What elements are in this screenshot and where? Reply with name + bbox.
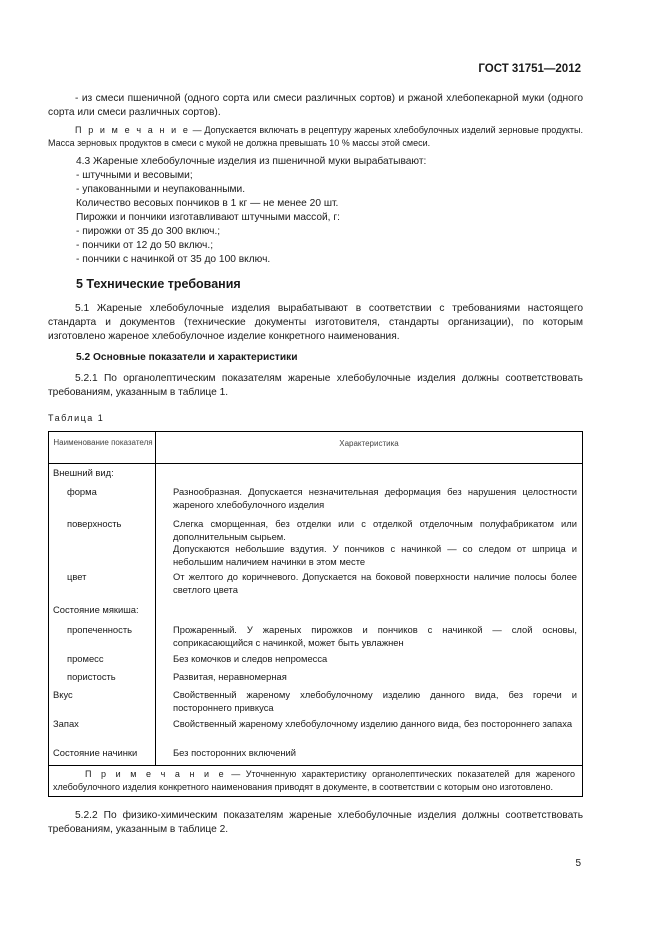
table-row-name: Вкус (53, 689, 73, 700)
table-row-name: Состояние начинки (53, 747, 138, 758)
column-divider (155, 432, 156, 765)
subsection-5-2-heading: 5.2 Основные показатели и характеристики (76, 352, 298, 363)
table-row-name: пористость (67, 671, 116, 682)
table-row-value: Без посторонних включений (173, 747, 296, 758)
paragraph-5-2-1: 5.2.1 По органолептическим показателям жареные хлебобулочные изделия должны соответствовать требованиям, указанным в таблице 1. (48, 373, 583, 398)
section-4-3-line: - пончики от 12 до 50 включ.; (76, 240, 214, 251)
section-4-3-line: - упакованными и неупакованными. (76, 184, 246, 195)
table-row-value: Свойственный жареному хлебобулочному изделию данного вида, без постороннего запаха (173, 718, 573, 729)
table-row-value: Свойственный жареному хлебобулочному изделию данного вида, без горечи и постороннего привкуса (173, 689, 577, 713)
table-row-name: Запах (53, 718, 79, 729)
table-caption: Таблица 1 (48, 413, 105, 423)
table-row-value: Слегка сморщенная, без отделки или с отделкой отделочным полуфабрикатом или дополнительным сырьем. (173, 518, 577, 542)
note-divider (49, 765, 582, 766)
table-row-value: От желтого до коричневого. Допускается на боковой поверхности наличие полосы более светлого цвета (173, 571, 577, 595)
section-5-heading: 5 Технические требования (76, 277, 241, 291)
paragraph-5-1: 5.1 Жареные хлебобулочные изделия вырабатывают в соответствии с требованиями настоящего стандарта и документов (технические документы изготовителя, стандарты организации), по которым изготовлено жареное хлебобулочное изделие конкретного наименования. (48, 303, 583, 342)
table-note-label: П р и м е ч а н и е (85, 769, 226, 779)
table-row-name: промесс (67, 653, 104, 664)
note-label: П р и м е ч а н и е (75, 125, 190, 135)
section-4-3-line: Количество весовых пончиков в 1 кг — не менее 20 шт. (76, 198, 339, 209)
header-divider (49, 463, 582, 464)
column-header-characteristic: Характеристика (339, 439, 399, 448)
table-row-value-continued: Допускаются небольшие вздутия. У пончиков с начинкой — со следом от шприца и небольшим наличием начинки в этом месте (173, 543, 577, 567)
table-note-text: — Уточненную характеристику органолептических показателей для жареного хлебобулочного изделия конкретного наименования приводят в документе, в соответствии с которым оно изготовлено. (53, 769, 575, 792)
table-note (53, 768, 575, 793)
section-4-3-line: - штучными и весовыми; (76, 170, 193, 181)
intro-paragraph: - из смеси пшеничной (одного сорта или смеси различных сортов) и ржаной хлебопекарной муки (одного сорта или смеси различных сортов). (48, 93, 583, 118)
standard-header: ГОСТ 31751—2012 (478, 63, 581, 75)
paragraph-5-2-2: 5.2.2 По физико-химическим показателям жареные хлебобулочные изделия должны соответствовать требованиям, указанным в таблице 2. (48, 810, 583, 835)
section-4-3-line: - пончики с начинкой от 35 до 100 включ. (76, 254, 271, 265)
note-text: — Допускается включать в рецептуру жареных хлебобулочных изделий зерновые продукты. Масса зерновых продуктов в смеси с мукой не должна превышать 10 % массы этой смеси. (48, 125, 583, 148)
intro-note (48, 124, 583, 149)
table-row-value: Разнообразная. Допускается незначительная деформация без нарушения целостности жареного хлебобулочного изделия (173, 486, 577, 510)
table-row-value: Развитая, неравномерная (173, 671, 287, 682)
column-header-name: Наименование показателя (53, 438, 153, 447)
section-4-3-line: - пирожки от 35 до 300 включ.; (76, 226, 221, 237)
page-number: 5 (575, 858, 581, 869)
table-row-name: поверхность (67, 518, 122, 529)
table-row-value: Прожаренный. У жареных пирожков и пончиков с начинкой — слой основы, соприкасающийся с начинкой, может быть увлажнен (173, 624, 577, 648)
table-row-name: форма (67, 486, 97, 497)
table-row-name: Состояние мякиша: (53, 604, 139, 615)
section-4-3-line: Пирожки и пончики изготавливают штучными массой, г: (76, 212, 340, 223)
section-4-3-line: 4.3 Жареные хлебобулочные изделия из пшеничной муки вырабатывают: (76, 156, 427, 167)
table-row-name: цвет (67, 571, 87, 582)
table-row-name: пропеченность (67, 624, 133, 635)
table-1 (48, 431, 583, 797)
table-row-value: Без комочков и следов непромесса (173, 653, 328, 664)
table-row-name: Внешний вид: (53, 467, 114, 478)
